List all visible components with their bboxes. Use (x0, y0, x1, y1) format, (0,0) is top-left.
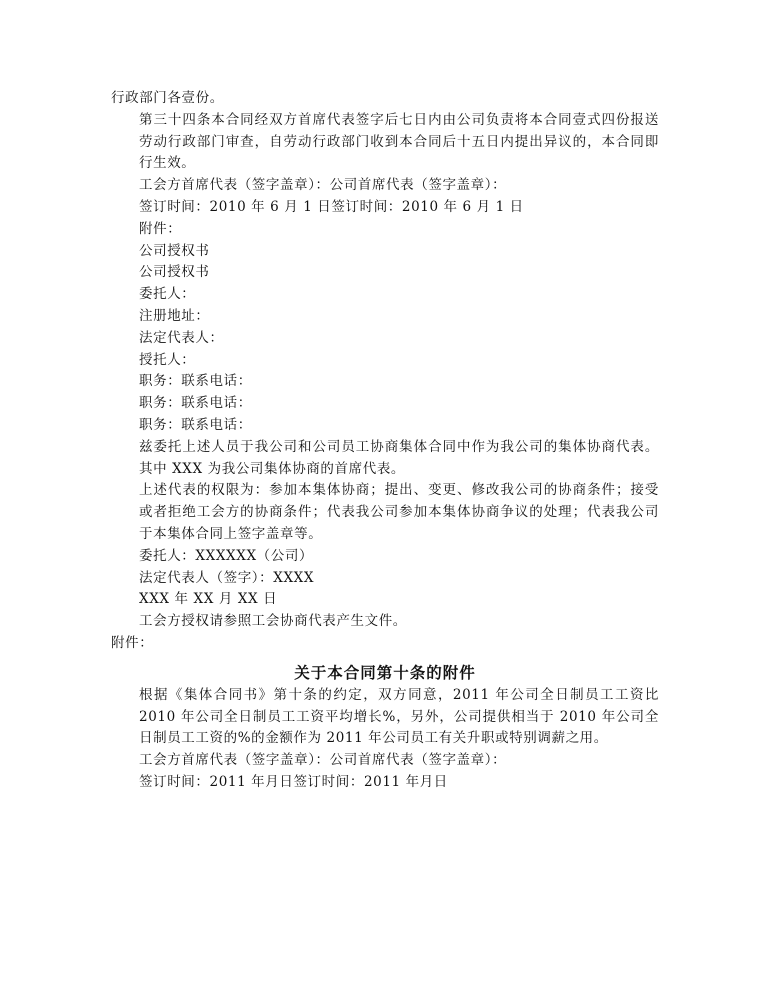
attachment-label: 附件： (139, 220, 182, 237)
authority-paragraph: 上述代表的权限为：参加本集体协商；提出、变更、修改我公司的协商条件；接受或者拒绝工会方的协商条件；代表我公司参加本集体协商争议的处理；代表我公司于本集体合同上签字盖章等。 (139, 482, 659, 542)
sign-date-line-2010: 签订时间：2010 年 6 月 1 日签订时间：2010 年 6 月 1 日 (139, 198, 524, 215)
signature-line-2011: 工会方首席代表（签字盖章）：公司首席代表（签字盖章）： (139, 752, 507, 769)
position-phone-field-1: 职务：联系电话： (139, 373, 252, 390)
article-10-paragraph: 根据《集体合同书》第十条的约定，双方同意，2011 年公司全日制员工工资比 2010 年公司全日制员工工资平均增长%，另外，公司提供相当于 2010 年公司全日制员工工资的%的金额作为 2011 年公司员工有关升职或特别调薪之用。 (139, 686, 659, 747)
agent-field: 授托人： (139, 351, 196, 368)
document-body (111, 88, 659, 794)
line-1: 行政部门各壹份。 (111, 90, 224, 106)
date-placeholder-line: XXX 年 XX 月 XX 日 (139, 591, 278, 608)
union-authorization-note: 工会方授权请参照工会协商代表产生文件。 (139, 613, 407, 630)
legal-rep-signature-line: 法定代表人（签字）：XXXX (139, 569, 315, 586)
delegation-paragraph: 兹委托上述人员于我公司和公司员工协商集体合同中作为我公司的集体协商代表。其中 XXX 为我公司集体协商的首席代表。 (139, 438, 659, 477)
position-phone-field-3: 职务：联系电话： (139, 416, 252, 433)
position-phone-field-2: 职务：联系电话： (139, 395, 252, 412)
section-title: 关于本合同第十条的附件 (294, 662, 476, 682)
registered-address-field: 注册地址： (139, 307, 210, 324)
authorization-title: 公司授权书 (139, 242, 210, 259)
authorization-title-repeat: 公司授权书 (139, 264, 210, 281)
principal-field: 委托人： (139, 286, 196, 303)
sign-date-line-2011: 签订时间：2011 年月日签订时间：2011 年月日 (139, 773, 448, 790)
signature-line-2010: 工会方首席代表（签字盖章）：公司首席代表（签字盖章）： (139, 177, 507, 194)
article-34-paragraph: 第三十四条本合同经双方首席代表签字后七日内由公司负责将本合同壹式四份报送劳动行政部门审查，自劳动行政部门收到本合同后十五日内提出异议的，本合同即行生效。 (139, 111, 659, 172)
principal-company-line: 委托人：XXXXXX（公司） (139, 547, 314, 564)
attachment-label-2: 附件： (111, 634, 154, 651)
legal-representative-field: 法定代表人： (139, 329, 224, 346)
